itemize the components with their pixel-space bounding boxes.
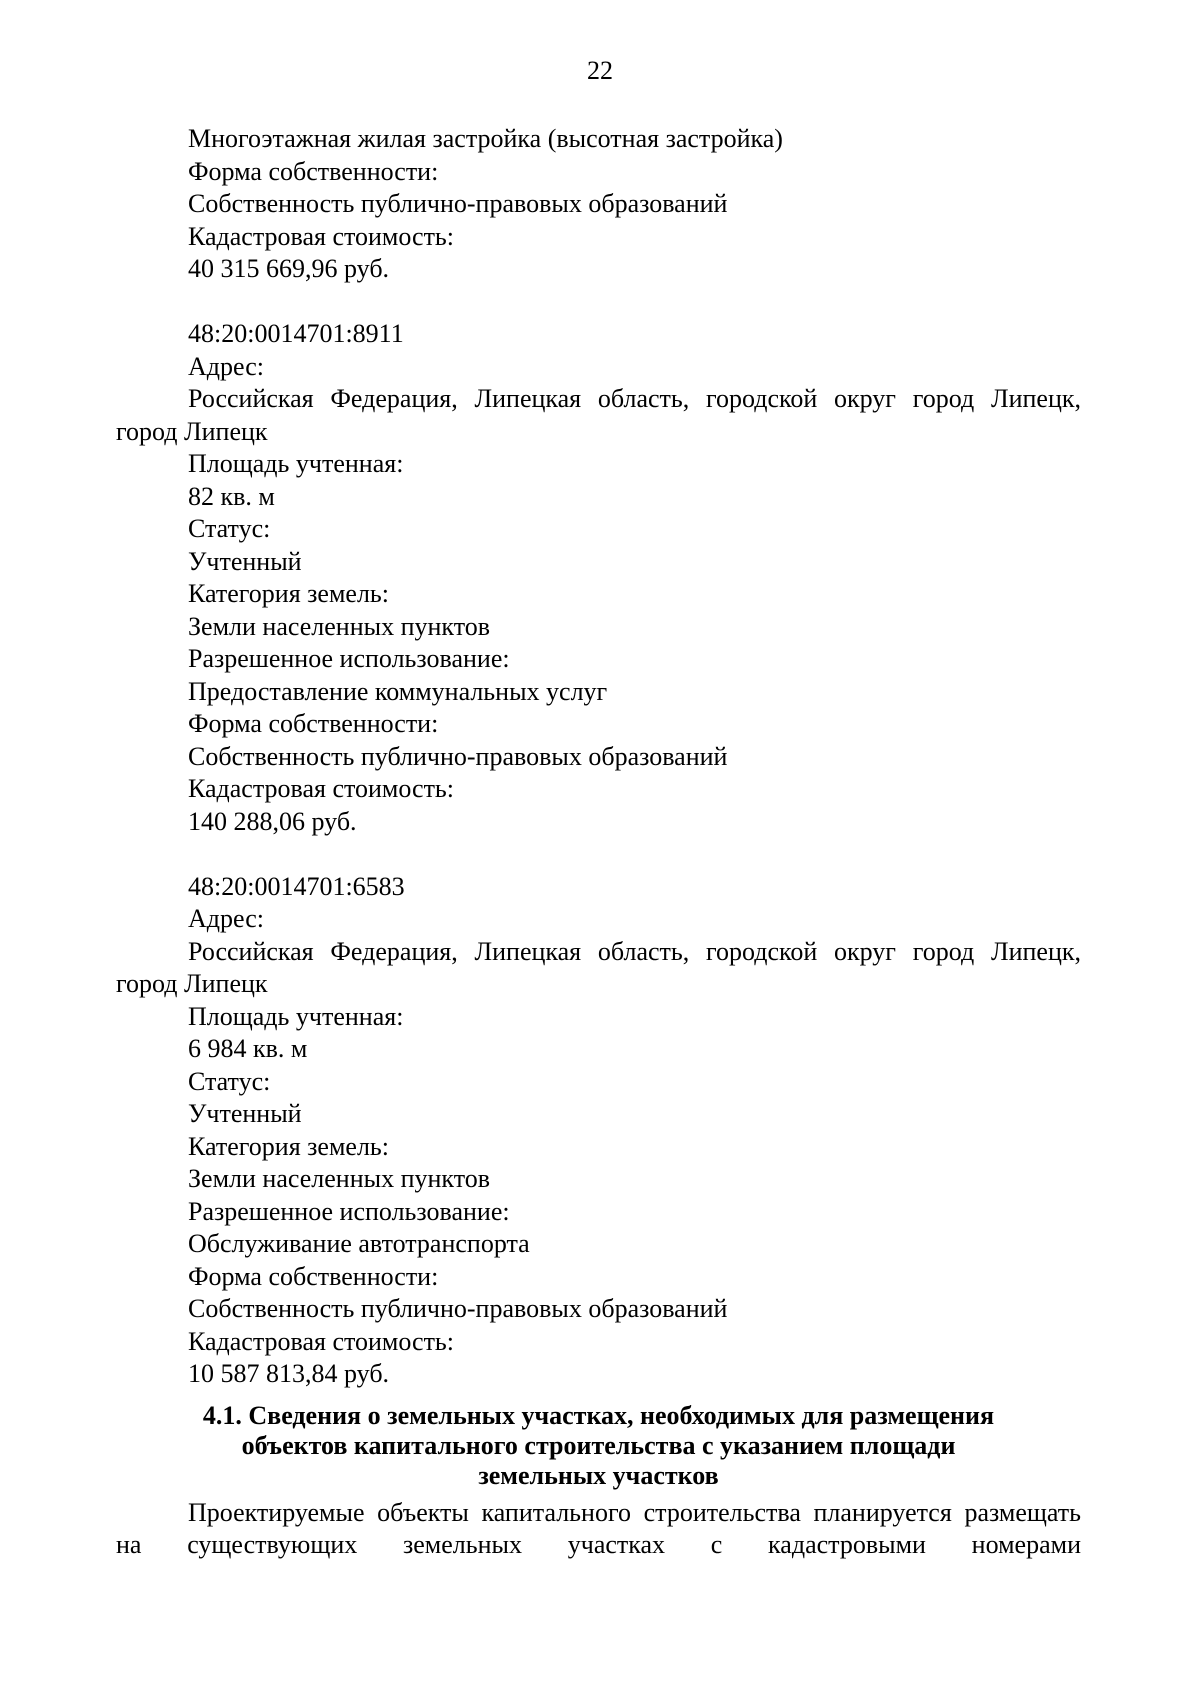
- cadastral-value: 10 587 813,84 руб.: [188, 1359, 390, 1388]
- status-label: Статус:: [188, 514, 271, 543]
- paragraph-line: на существующих земельных участках с кадастровыми номерами: [116, 1530, 1081, 1559]
- spacer: [116, 838, 1081, 871]
- paragraph-line: Проектируемые объекты капитального строительства планируется размещать: [188, 1497, 1081, 1527]
- area-value: 82 кв. м: [188, 481, 275, 511]
- use-value: Обслуживание автотранспорта: [188, 1229, 530, 1258]
- address-line-continued: город Липецк: [116, 969, 268, 998]
- address-label: Адрес:: [188, 904, 264, 933]
- page-number: 22: [587, 56, 613, 85]
- address-label: Адрес:: [188, 351, 264, 381]
- section-heading-line: объектов капитального строительства с указанием площади: [241, 1430, 956, 1460]
- cadastral-value-label: Кадастровая стоимость:: [188, 1326, 455, 1356]
- parcel-block: [116, 871, 1081, 1391]
- status-value: Учтенный: [188, 1099, 302, 1128]
- section-heading: [116, 1391, 1081, 1497]
- status-value: Учтенный: [188, 546, 302, 576]
- address-line: Российская Федерация, Липецкая область, городской округ город Липецк,: [188, 936, 1081, 966]
- ownership-label: Форма собственности:: [188, 709, 439, 738]
- intro-block: [116, 123, 1081, 286]
- category-value: Земли населенных пунктов: [188, 1164, 490, 1193]
- area-value: 6 984 кв. м: [188, 1034, 308, 1063]
- cadastral-value: 140 288,06 руб.: [188, 806, 357, 836]
- use-label: Разрешенное использование:: [188, 1196, 510, 1226]
- intro-value-label: Кадастровая стоимость:: [188, 221, 455, 251]
- intro-ownership-label: Форма собственности:: [188, 156, 439, 186]
- area-label: Площадь учтенная:: [188, 449, 404, 478]
- address-line: Российская Федерация, Липецкая область, городской округ город Липецк,: [188, 384, 1081, 413]
- area-label: Площадь учтенная:: [188, 1001, 404, 1031]
- use-value: Предоставление коммунальных услуг: [188, 676, 608, 706]
- document-body: [116, 123, 1081, 1562]
- ownership-value: Собственность публично-правовых образований: [188, 1294, 728, 1323]
- status-label: Статус:: [188, 1066, 271, 1096]
- section-heading-line: 4.1. Сведения о земельных участках, необходимых для размещения: [202, 1400, 995, 1430]
- category-label: Категория земель:: [188, 1131, 390, 1161]
- use-label: Разрешенное использование:: [188, 644, 510, 673]
- section-paragraph: [116, 1497, 1081, 1562]
- cadastral-value-label: Кадастровая стоимость:: [188, 774, 455, 803]
- section-heading-line: земельных участков: [478, 1460, 719, 1490]
- cadastral-number: 48:20:0014701:6583: [188, 871, 405, 901]
- ownership-label: Форма собственности:: [188, 1261, 439, 1291]
- category-label: Категория земель:: [188, 579, 390, 608]
- address-line-continued: город Липецк: [116, 416, 268, 446]
- category-value: Земли населенных пунктов: [188, 611, 490, 641]
- intro-use-value: Многоэтажная жилая застройка (высотная застройка): [188, 124, 783, 153]
- intro-ownership-value: Собственность публично-правовых образований: [188, 189, 728, 218]
- ownership-value: Собственность публично-правовых образований: [188, 741, 728, 771]
- parcel-block: [116, 318, 1081, 838]
- cadastral-number: 48:20:0014701:8911: [188, 319, 404, 348]
- spacer: [116, 286, 1081, 319]
- intro-value: 40 315 669,96 руб.: [188, 254, 390, 283]
